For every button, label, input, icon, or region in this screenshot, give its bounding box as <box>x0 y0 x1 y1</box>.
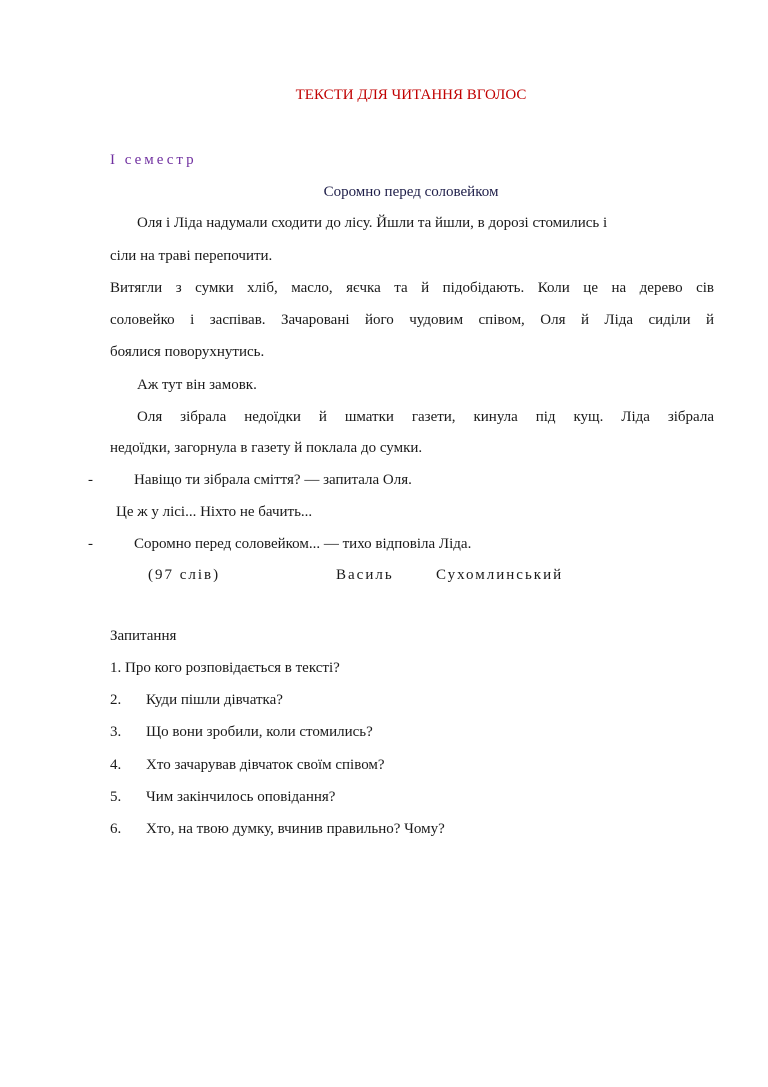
author-first-name: Василь <box>336 567 394 583</box>
question-text: Що вони зробили, коли стомились? <box>146 724 373 740</box>
story-title: Соромно перед соловейком <box>323 184 499 200</box>
story-paragraph-2-line-1: Витягли з сумки хліб, масло, яєчка та й підобідають. Коли це на дерево сів <box>110 280 714 296</box>
question-number: 4. <box>110 757 122 773</box>
dialogue-line-1: Навіщо ти зібрала сміття? — запитала Оля. <box>134 472 412 488</box>
question-text: Про кого розповідається в тексті? <box>125 660 340 676</box>
story-paragraph-1-line-1: Оля і Ліда надумали сходити до лісу. Йшли та йшли, в дорозі стомились і <box>137 215 608 231</box>
question-number: 1. <box>110 660 122 676</box>
question-text: Хто, на твою думку, вчинив правильно? Чому? <box>146 821 445 837</box>
story-paragraph-3: Аж тут він замовк. <box>137 377 257 393</box>
question-text: Чим закінчилось оповідання? <box>146 789 336 805</box>
word-count: (97 слів) <box>148 567 221 583</box>
dialogue-line-2: Це ж у лісі... Ніхто не бачить... <box>116 504 313 520</box>
semester-heading: І семестр <box>110 152 197 168</box>
question-number: 2. <box>110 692 122 708</box>
story-paragraph-4-line-1: Оля зібрала недоїдки й шматки газети, кинула під кущ. Ліда зібрала <box>137 409 714 425</box>
dialogue-3-dash: - <box>88 536 93 552</box>
story-paragraph-2-line-3: боялися поворухнутись. <box>110 344 265 360</box>
story-paragraph-1-line-2: сіли на траві перепочити. <box>110 248 273 264</box>
document-title: ТЕКСТИ ДЛЯ ЧИТАННЯ ВГОЛОС <box>295 87 527 103</box>
question-number: 6. <box>110 821 122 837</box>
author-last-name: Сухомлинський <box>436 567 564 583</box>
question-text: Куди пішли дівчатка? <box>146 692 283 708</box>
question-text: Хто зачарував дівчаток своїм співом? <box>146 757 385 773</box>
question-1-text-full <box>110 659 340 677</box>
dialogue-1-dash: - <box>88 472 93 488</box>
story-paragraph-4-line-2: недоїдки, загорнула в газету й поклала до сумки. <box>110 440 423 456</box>
question-number: 3. <box>110 724 122 740</box>
questions-heading: Запитання <box>110 628 177 644</box>
story-paragraph-2-line-2: соловейко і заспівав. Зачаровані його чудовим співом, Оля й Ліда сиділи й <box>110 312 714 328</box>
dialogue-line-3: Соромно перед соловейком... — тихо відповіла Ліда. <box>134 536 472 552</box>
question-number: 5. <box>110 789 122 805</box>
